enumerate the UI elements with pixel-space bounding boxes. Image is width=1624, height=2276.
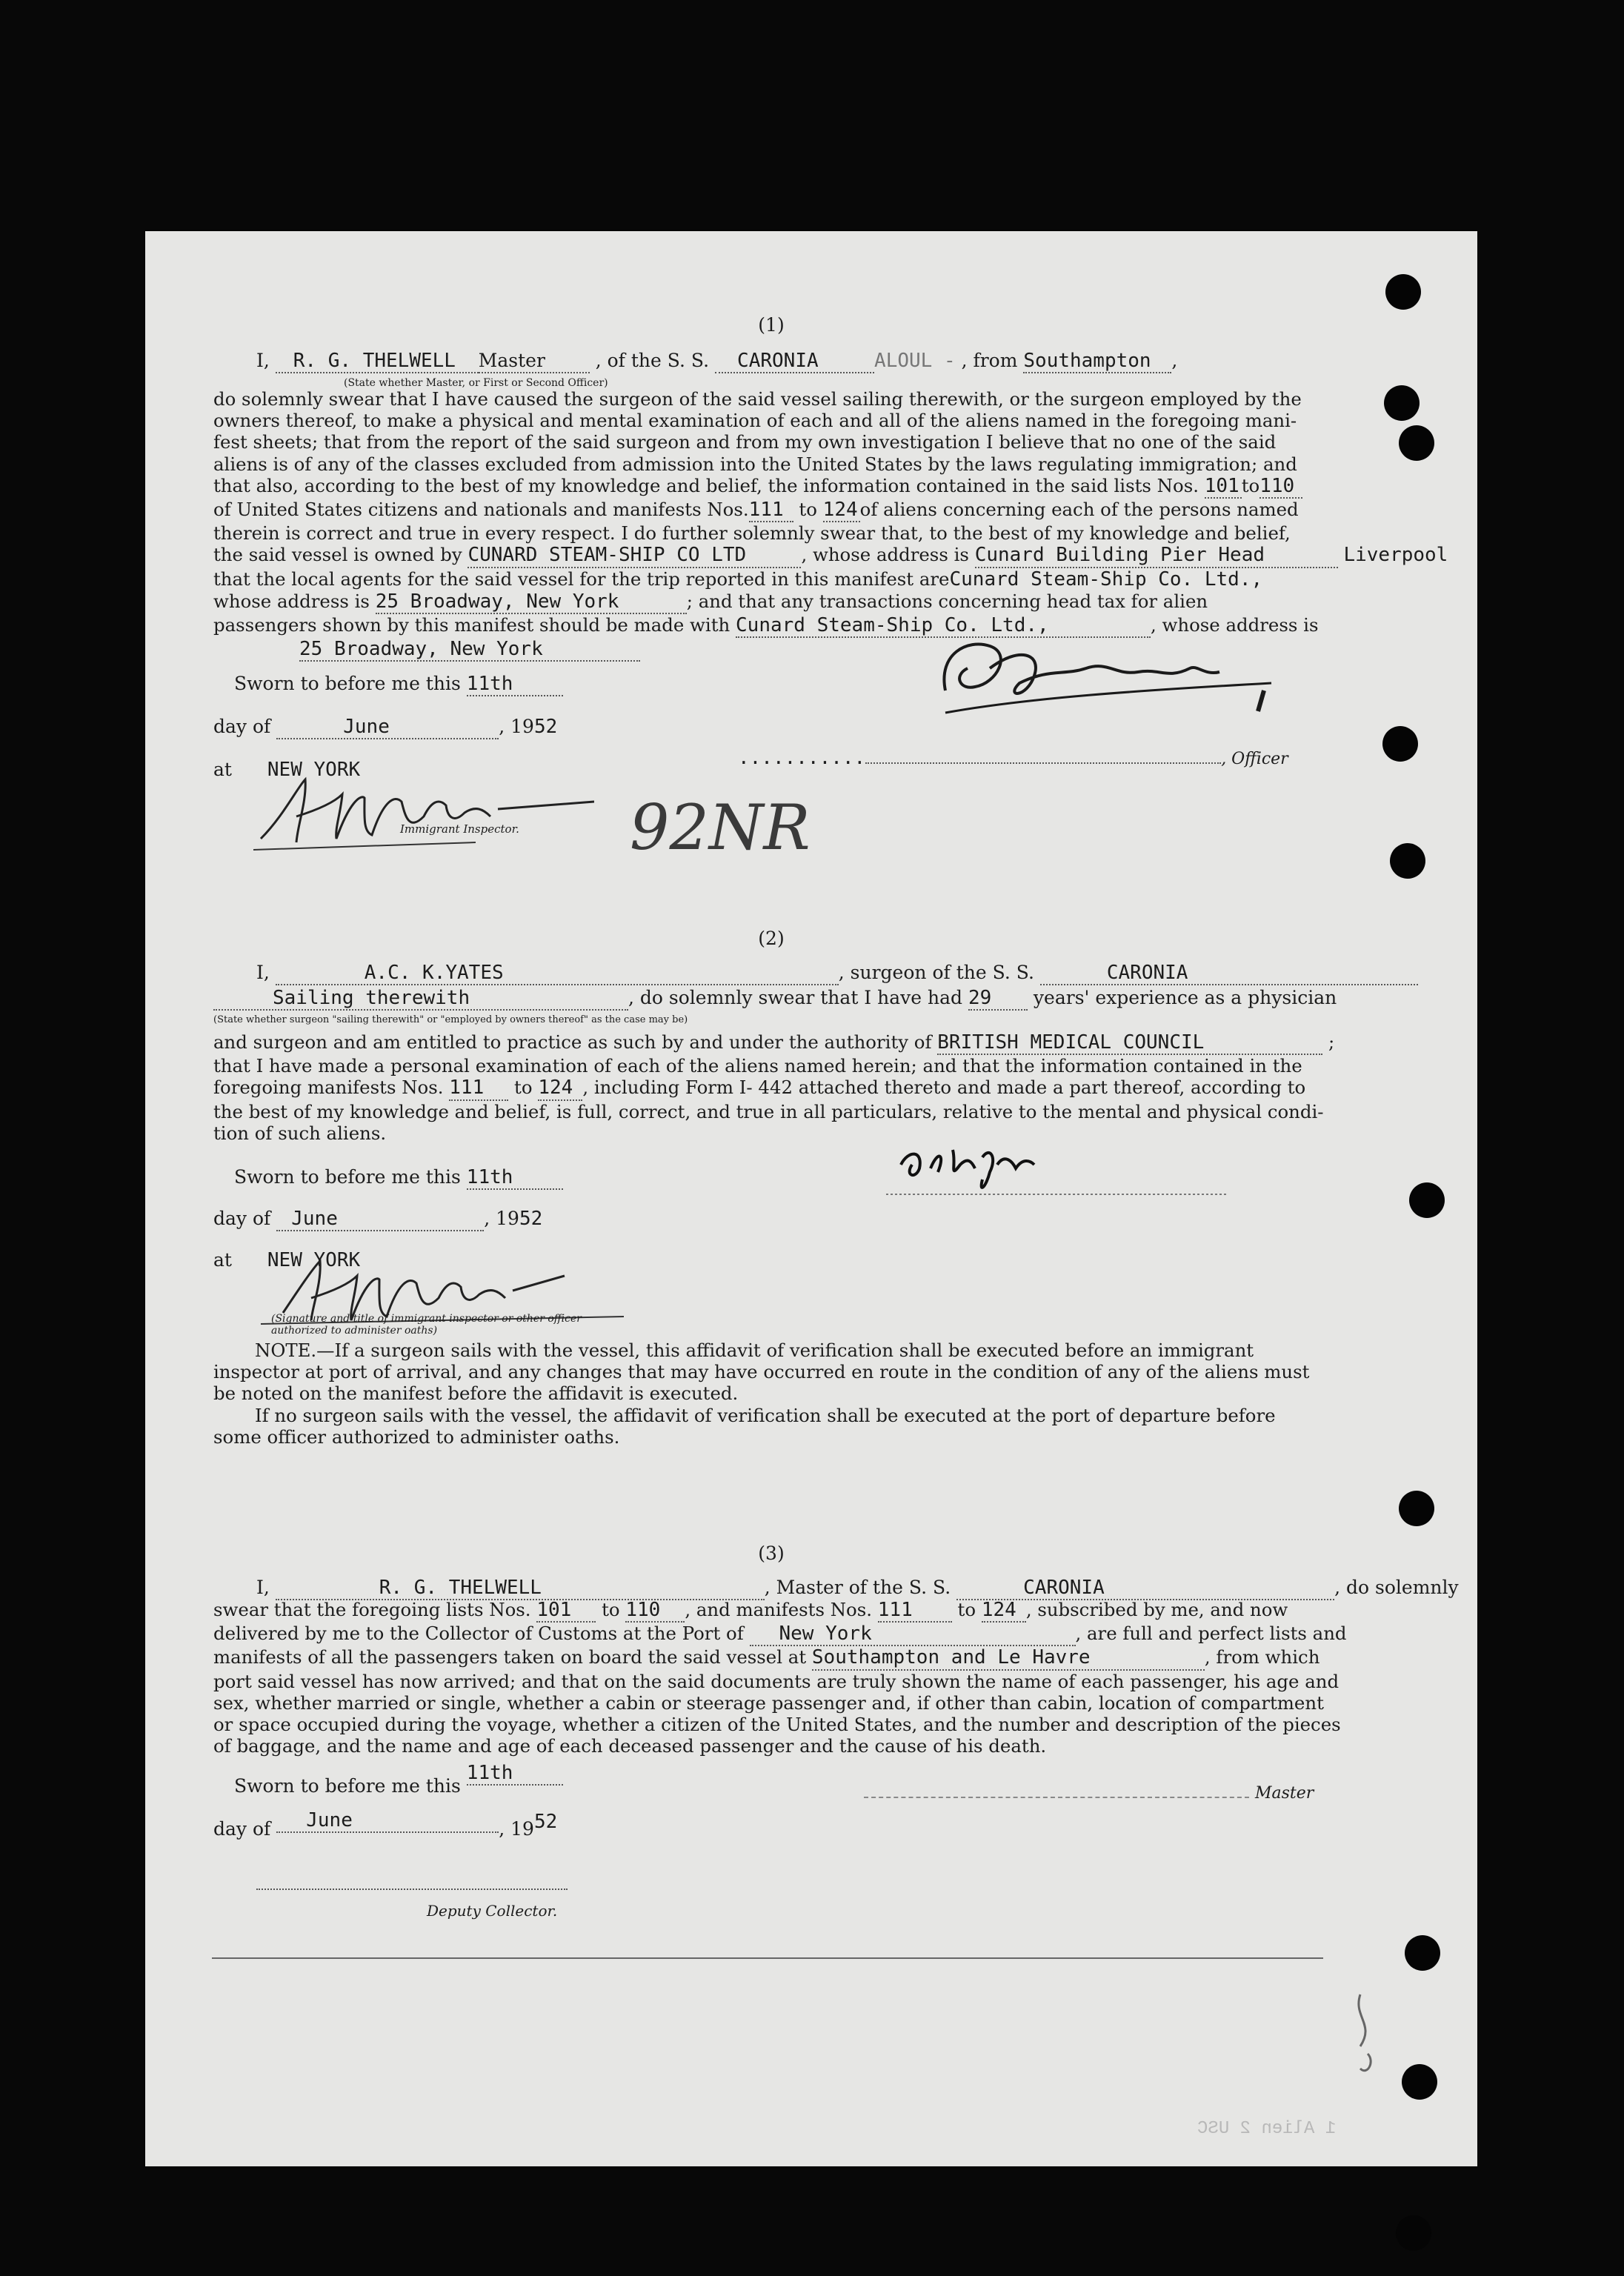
lists-from-field: 101	[536, 1600, 596, 1623]
swear-text: , do solemnly swear that I have had	[628, 987, 963, 1008]
text-to: to	[799, 499, 817, 521]
punch-hole	[1399, 425, 1434, 461]
note-line: If no surgeon sails with the vessel, the affidavit of verification shall be executed at the port of departure before	[255, 1404, 1276, 1426]
note-line: some officer authorized to administer oaths.	[213, 1425, 620, 1448]
inspector-signature	[253, 772, 594, 854]
sworn-label: Sworn to before me this	[234, 673, 461, 694]
day-of-label: day of	[213, 716, 271, 737]
text-to: to	[514, 1077, 533, 1099]
swear-lists-text: swear that the foregoing lists Nos.	[213, 1599, 531, 1620]
year-prefix: , 19	[499, 1818, 534, 1840]
text-whose-address: , whose address is	[1151, 614, 1319, 636]
manifest-from-field: 111	[749, 499, 793, 522]
surgeon-of-text: , surgeon of the S. S.	[838, 962, 1034, 983]
subscribed-text: , subscribed by me, and now	[1025, 1599, 1288, 1620]
margin-mark	[1345, 1987, 1390, 2083]
master-label: Master	[1254, 1784, 1314, 1803]
at-label: at	[213, 759, 232, 780]
text-whose-address: , whose address is	[801, 544, 969, 566]
place-field: NEW YORK	[267, 759, 361, 781]
punch-hole	[1402, 2064, 1437, 2100]
section-1-number: (1)	[758, 314, 785, 336]
deputy-line	[256, 1873, 568, 1895]
signature-title-label: (Signature and title of immigrant inspector or other officer authorized to administer oaths)	[271, 1313, 582, 1337]
delivered-text: delivered by me to the Collector of Customs at the Port of	[213, 1623, 744, 1645]
year-field: 52	[533, 716, 558, 738]
from-which-text: , from which	[1204, 1646, 1320, 1668]
officer-line	[738, 747, 1288, 771]
manifests-all-text: manifests of all the passengers taken on board the said vessel at	[213, 1646, 807, 1668]
lists-line	[213, 1599, 1399, 1623]
lists-text: that also, according to the best of my knowledge and belief, the information contained in the said lists Nos.	[213, 474, 1199, 496]
officer-dots: ...........	[738, 747, 866, 769]
section-3-number: (3)	[758, 1543, 785, 1564]
ports-line	[213, 1646, 1399, 1670]
day-line-2	[213, 1208, 542, 1231]
surgeon-name-field: A.C. K.YATES	[276, 962, 839, 985]
lists-to-field: 110	[625, 1600, 685, 1623]
years-field: 29	[968, 987, 1028, 1011]
agents-address-field: 25 Broadway, New York	[376, 591, 687, 614]
punch-hole	[1409, 1182, 1445, 1218]
body-line: fest sheets; that from the report of the said surgeon and from my own investigation I believe that no one of the said	[213, 431, 1277, 453]
master-sign-line	[864, 1781, 1314, 1805]
year-prefix: , 19	[484, 1208, 519, 1229]
ship-field: CARONIA	[715, 350, 874, 373]
text-to: to	[1241, 474, 1260, 496]
surgeon-ship-field: CARONIA	[1040, 962, 1418, 985]
body-line: the best of my knowledge and belief, is full, correct, and true in all particulars, relative to the mental and physical condi-	[213, 1100, 1324, 1122]
month-field: June	[276, 1809, 499, 1833]
master-signature	[916, 624, 1301, 728]
head-tax-text: passengers shown by this manifest should be made with	[213, 614, 731, 636]
delivered-line	[213, 1623, 1399, 1646]
foregoing-line	[213, 1077, 1399, 1100]
note-line: NOTE.—If a surgeon sails with the vessel, this affidavit of verification shall be executed before an immigrant	[255, 1340, 1254, 1361]
master-of-text: , Master of the S. S.	[764, 1577, 951, 1598]
year-prefix: , 19	[499, 716, 534, 737]
manifest-to-field: 124	[982, 1600, 1026, 1623]
day-of-label: day of	[213, 1208, 271, 1229]
body-line: sex, whether married or single, whether a cabin or steerage passenger and, if other than cabin, location of compartment	[213, 1691, 1324, 1714]
manifest-from-field: 111	[878, 1600, 952, 1623]
manifest-to-field: 124	[823, 499, 860, 522]
section-1-heading-line: I, R. G. THELWELL Master , of the S. S. CARONIA ALOUL - , from Southampton ,	[256, 350, 1178, 372]
head-tax-clause: ; and that any transactions concerning head tax for alien	[686, 590, 1208, 612]
surgeon-status-field: Sailing therewith	[213, 987, 628, 1011]
body-line: of baggage, and the name and age of each deceased passenger and the cause of his death.	[213, 1735, 1047, 1757]
section-3-body	[213, 1599, 1399, 1757]
section-1-body	[213, 388, 1448, 662]
body-line-agents	[213, 568, 1399, 590]
section-2-note	[213, 1340, 1399, 1448]
text-from: , from	[961, 350, 1018, 371]
section-2-body	[213, 1031, 1399, 1144]
and-manifests-text: , and manifests Nos.	[685, 1599, 873, 1620]
owner-field: CUNARD STEAM-SHIP CO LTD	[467, 545, 801, 568]
punch-hole	[1390, 843, 1425, 879]
note-line: inspector at port of arrival, and any changes that may have occurred en route in the condition of any of the aliens must	[213, 1361, 1310, 1383]
annotation-text: 92NR	[630, 791, 811, 864]
master-name-field: R. G. THELWELL	[276, 1577, 765, 1600]
owned-by-text: the said vessel is owned by	[213, 544, 462, 566]
manifests-text: of United States citizens and nationals and manifests Nos.	[213, 499, 749, 521]
text-i: I,	[256, 350, 270, 371]
body-line: port said vessel has now arrived; and that on the said documents are truly shown the name of each passenger, his age and	[213, 1670, 1340, 1692]
punch-hole	[1396, 2215, 1431, 2251]
owner-city: Liverpool	[1343, 544, 1448, 567]
inspector-label: Immigrant Inspector.	[400, 822, 519, 836]
of-aliens-text: of aliens concerning each of the persons named	[859, 499, 1299, 521]
day-line-3	[213, 1809, 558, 1842]
body-line: do solemnly swear that I have caused the surgeon of the said vessel sailing therewith, or the surgeon employed by the	[213, 388, 1302, 410]
punch-hole	[1405, 1935, 1440, 1971]
body-line-owner	[213, 544, 1448, 568]
body-line: therein is correct and true in every respect. I do further solemnly swear that, to the best of my knowledge and belief,	[213, 522, 1291, 545]
foregoing-text: foregoing manifests Nos.	[213, 1077, 444, 1099]
port-field: New York	[750, 1623, 1076, 1646]
sworn-day-field: 11th	[467, 1762, 563, 1786]
body-line-agents-address	[213, 590, 1399, 614]
day-line-1	[213, 716, 557, 739]
manifest-to-field: 124	[538, 1077, 582, 1100]
year-field: 52	[519, 1208, 543, 1230]
master-title-field: Master	[479, 350, 590, 373]
punch-hole	[1385, 274, 1421, 310]
bottom-rule	[212, 1957, 1323, 1959]
ports-field: Southampton and Le Havre	[812, 1647, 1205, 1670]
manifest-affidavit-page	[145, 231, 1477, 2166]
section-2-heading-line	[256, 962, 1418, 985]
handwritten-annotation	[630, 782, 822, 864]
officer-label: , Officer	[1221, 750, 1288, 768]
section-3-heading-line	[256, 1577, 1459, 1600]
body-line-lists	[213, 475, 1399, 499]
day-of-label: day of	[213, 1818, 271, 1840]
full-perfect-text: , are full and perfect lists and	[1075, 1623, 1347, 1645]
body-line: tion of such aliens.	[213, 1122, 387, 1144]
whose-address-text: whose address is	[213, 590, 370, 612]
text-to: to	[602, 1599, 620, 1620]
section-2-number: (2)	[758, 928, 785, 949]
manifest-from-field: 111	[449, 1077, 508, 1100]
from-port-field: Southampton	[1023, 350, 1171, 373]
note-line: be noted on the manifest before the affidavit is executed.	[213, 1382, 739, 1405]
ship-field: CARONIA	[956, 1577, 1334, 1600]
punch-hole	[1399, 1491, 1434, 1526]
text-of-ss: , of the S. S.	[595, 350, 710, 371]
body-line-manifests	[213, 499, 1399, 522]
body-line: aliens is of any of the classes excluded from admission into the United States by the laws regulating immigration; and	[213, 453, 1297, 475]
master-name-field: R. G. THELWELL	[276, 350, 479, 373]
punch-hole	[1382, 726, 1418, 762]
head-tax-address-field: 25 Broadway, New York	[299, 639, 640, 662]
sworn-line-2	[234, 1166, 563, 1190]
lists-from-field: 101	[1205, 476, 1242, 499]
deputy-label: Deputy Collector.	[427, 1902, 558, 1920]
bleed-through-text: 1 Alien 2 USC	[1197, 2119, 1337, 2139]
agents-text: that the local agents for the said vessel for the trip reported in this manifest are	[213, 568, 950, 590]
year-field: 52	[533, 1811, 558, 1833]
at-label: at	[213, 1249, 232, 1271]
sworn-label: Sworn to before me this	[234, 1775, 461, 1797]
head-tax-agent-field: Cunard Steam-Ship Co. Ltd.,	[736, 615, 1151, 638]
owner-address-field: Cunard Building Pier Head	[975, 545, 1338, 568]
month-field: June	[276, 1208, 484, 1231]
month-field: June	[276, 716, 499, 739]
sworn-line-3	[234, 1762, 563, 1799]
body-line: owners thereof, to make a physical and mental examination of each and all of the aliens named in the foregoing mani-	[213, 410, 1297, 432]
solemnly-text: , do solemnly	[1334, 1577, 1459, 1598]
years-text: years' experience as a physician	[1033, 987, 1337, 1008]
text-i: I,	[256, 962, 270, 983]
status-note: (State whether surgeon "sailing therewith" or "employed by owners thereof" as the case may be)	[213, 1014, 688, 1025]
text-i: I,	[256, 1577, 270, 1598]
ship-extra-mark: ALOUL -	[874, 350, 956, 372]
lists-to-field: 110	[1259, 476, 1302, 499]
exam-line: that I have made a personal examination of each of the aliens named herein; and that the information contained in the	[213, 1055, 1302, 1077]
sworn-label: Sworn to before me this	[234, 1166, 461, 1188]
sworn-day-field: 11th	[467, 673, 563, 696]
sworn-line-1	[234, 673, 563, 696]
including-text: , including Form I- 442 attached thereto and made a part thereof, according to	[582, 1077, 1306, 1099]
surgeon-signature	[886, 1135, 1227, 1202]
authority-text: and surgeon and am entitled to practice as such by and under the authority of	[213, 1031, 932, 1053]
text-to: to	[957, 1599, 976, 1620]
status-line	[213, 987, 1337, 1011]
authority-line: and surgeon and am entitled to practice as such by and under the authority of BRITISH MEDICAL COUNCIL ;	[213, 1031, 1399, 1055]
agents-field: Cunard Steam-Ship Co. Ltd.,	[949, 568, 1263, 590]
body-line: or space occupied during the voyage, whether a citizen of the United States, and the number and description of the pieces	[213, 1714, 1341, 1736]
state-note: (State whether Master, or First or Second Officer)	[344, 377, 608, 389]
sworn-day-field: 11th	[467, 1166, 563, 1190]
authority-field: BRITISH MEDICAL COUNCIL	[937, 1032, 1322, 1055]
place-field: NEW YORK	[267, 1249, 361, 1271]
